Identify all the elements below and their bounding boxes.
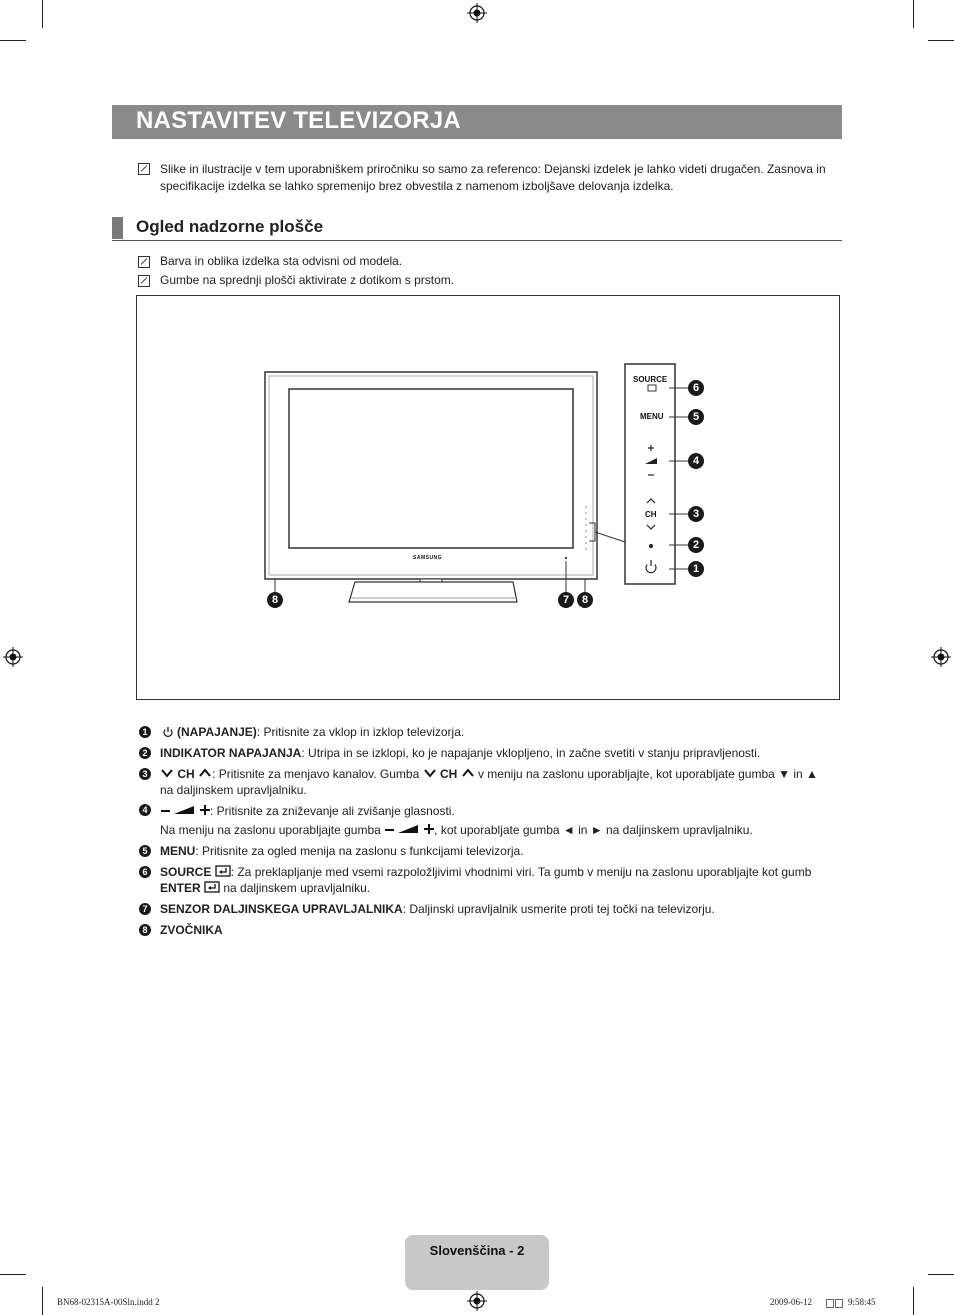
desc-number: 8: [139, 924, 151, 936]
desc-remote-sensor: SENZOR DALJINSKEGA UPRAVLJALNIKA: Daljinski upravljalnik usmerite proti tej točki na televizorju.: [160, 902, 715, 916]
desc-number: 2: [139, 747, 151, 759]
registration-mark-icon: [467, 1291, 487, 1311]
section-note: Gumbe na sprednji plošči aktivirate z dotikom s prstom.: [160, 273, 455, 287]
crop-mark: [42, 0, 43, 28]
crop-mark: [0, 1274, 26, 1275]
desc-channel: CH : Pritisnite za menjavo kanalov. Gumba CH v meniju na zaslonu uporabljajte, kot uporabljate gumba ▼ in ▲ na daljinskem upravljalniku.: [160, 767, 818, 797]
enter-icon: [215, 865, 231, 877]
note-icon: [138, 163, 150, 175]
desc-number: 4: [139, 804, 151, 816]
crop-mark: [928, 1274, 954, 1275]
section-note: Barva in oblika izdelka sta odvisni od modela.: [160, 254, 403, 268]
slug-date: 2009-06-12: [770, 1297, 812, 1307]
desc-power: (NAPAJANJE): Pritisnite za vklop in izklop televizorja.: [160, 724, 842, 740]
brand-logo: SAMSUNG: [413, 555, 443, 561]
crop-mark: [913, 1287, 914, 1315]
crop-mark: [42, 1287, 43, 1315]
enter-icon: [204, 881, 220, 893]
callout-5: 5: [688, 409, 704, 425]
desc-source: SOURCE : Za preklapljanje med vsemi razpoložljivimi vhodnimi viri. Ta gumb v meniju na zaslonu uporabljajte kot gumb ENTER na daljinskem upravljalniku.: [160, 865, 812, 895]
page-number-tab: [405, 1235, 549, 1290]
volume-icon: [160, 804, 210, 816]
desc-menu: MENU: Pritisnite za ogled menija na zaslonu s funkcijami televizorja.: [160, 844, 524, 858]
unknown-glyph-box: [835, 1299, 843, 1308]
crop-mark: [0, 40, 26, 41]
slug-time: 9:58:45: [848, 1297, 876, 1307]
desc-number: 3: [139, 768, 151, 780]
callout-1: 1: [688, 561, 704, 577]
crop-mark: [913, 0, 914, 28]
page-number: Slovenščina - 2: [429, 1243, 525, 1258]
unknown-glyph-box: [826, 1299, 834, 1308]
chevron-down-icon: [423, 768, 437, 778]
intro-note: Slike in ilustracije v tem uporabniškem priročniku so samo za referenco: Dejanski izdelek je lahko videti drugačen. Zasnova in specifikacije izdelka se lahko spremenijo brez obvestila z namenom izboljšave delovanja izdelka.: [160, 162, 826, 193]
callout-3: 3: [688, 506, 704, 522]
callout-2: 2: [688, 537, 704, 553]
desc-speakers: ZVOČNIKA: [160, 923, 223, 937]
callout-4: 4: [688, 453, 704, 469]
desc-number: 6: [139, 866, 151, 878]
slug-filename: BN68-02315A-00Sln.indd 2: [57, 1297, 160, 1307]
desc-number: 1: [139, 726, 151, 738]
note-icon: [138, 256, 150, 268]
desc-number: 7: [139, 903, 151, 915]
page-title: NASTAVITEV TELEVIZORJA: [136, 107, 461, 134]
section-divider: [112, 240, 842, 241]
chevron-up-icon: [198, 768, 212, 778]
page-title-bar: [112, 105, 842, 139]
section-title: Ogled nadzorne plošče: [136, 217, 324, 236]
registration-mark-icon: [467, 3, 487, 23]
note-icon: [138, 275, 150, 287]
registration-mark-icon: [3, 647, 23, 667]
callout-8-left: 8: [267, 592, 283, 608]
source-label: SOURCE: [633, 375, 668, 384]
ch-label: CH: [645, 510, 657, 519]
chevron-up-icon: [461, 768, 475, 778]
callout-7: 7: [558, 592, 574, 608]
desc-volume: : Pritisnite za zniževanje ali zvišanje glasnosti. Na meniju na zaslonu uporabljajte gumba , kot uporabljate gumba ◄ in ► na daljinskem upravljalniku.: [160, 804, 753, 837]
chevron-down-icon: [160, 768, 174, 778]
control-panel-figure: [136, 295, 840, 700]
crop-mark: [928, 40, 954, 41]
volume-icon: [384, 823, 434, 835]
power-icon: [162, 726, 174, 738]
callout-8-right: 8: [577, 592, 593, 608]
desc-power-indicator: INDIKATOR NAPAJANJA: Utripa in se izklopi, ko je napajanje vklopljeno, in začne svetiti v stanju pripravljenosti.: [160, 746, 761, 760]
registration-mark-icon: [931, 647, 951, 667]
callout-6: 6: [688, 380, 704, 396]
menu-label: MENU: [640, 412, 664, 421]
tv-illustration: [137, 296, 839, 699]
section-marker: [112, 217, 123, 239]
desc-number: 5: [139, 845, 151, 857]
